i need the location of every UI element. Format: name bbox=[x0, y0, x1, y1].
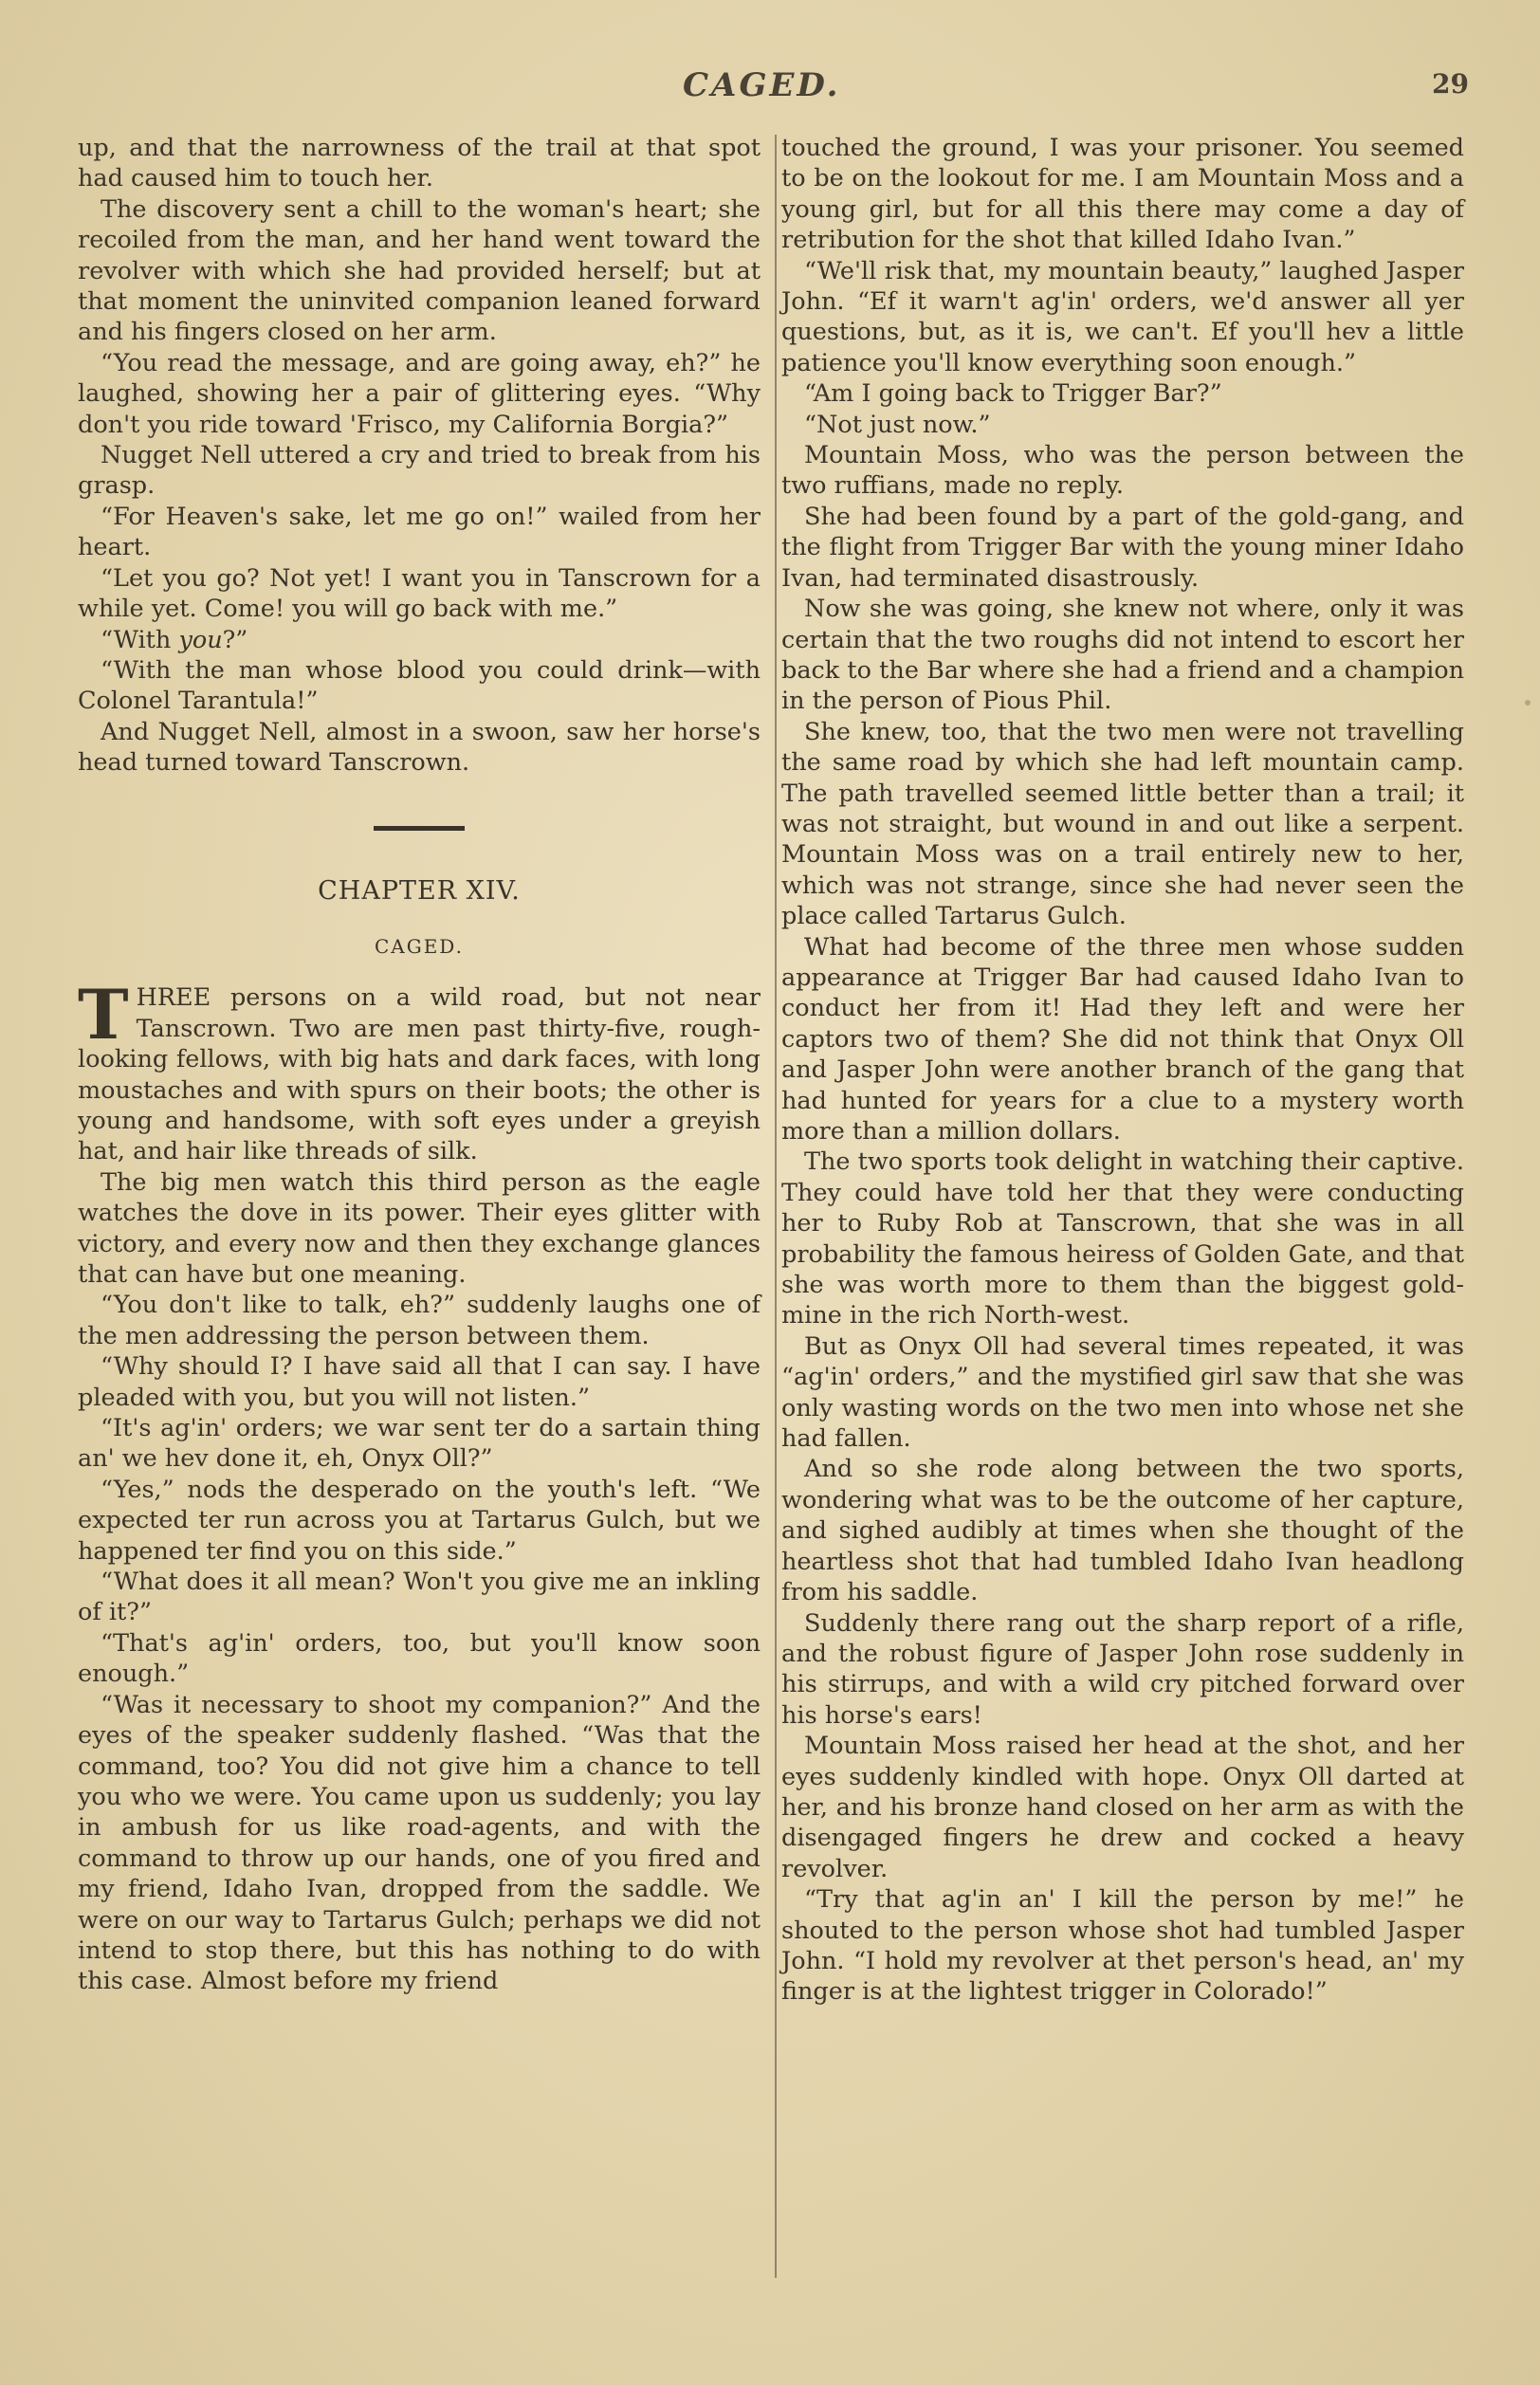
paragraph: What had become of the three men whose sudden appearance at Trigger Bar had caused Idaho Ivan to conduct her from it! Had they left and were her captors two of them? She did not think that Onyx Oll and Jasper John were another branch of the gang that had hunted for years for a clue to a mystery worth more than a million dollars. bbox=[781, 932, 1464, 1146]
paragraph: “What does it all mean? Won't you give me an inkling of it?” bbox=[78, 1568, 761, 1627]
paragraph: touched the ground, I was your prisoner. You seemed to be on the lookout for me. I am Mountain Moss and a young girl, but for all this there may come a day of retribution for the shot that killed Idaho Ivan.” bbox=[781, 134, 1464, 255]
paragraph: Nugget Nell uttered a cry and tried to break from his grasp. bbox=[78, 441, 761, 501]
paragraph: Suddenly there rang out the sharp report of a rifle, and the robust figure of Jasper John rose suddenly in his stirrups, and with a wild cry pitched forward over his horse's ears! bbox=[781, 1608, 1464, 1730]
chapter-separator bbox=[374, 826, 465, 831]
right-column bbox=[781, 133, 1464, 2008]
text-run: HREE persons on a wild road, but not near Tanscrown. Two are men past thirty-five, rough-looking fellows, with big hats and dark faces, with long moustaches and with spurs on their boots; the other is young and handsome, with soft eyes under a greyish hat, and hair like threads of silk. bbox=[78, 983, 761, 1166]
paragraph: “It's ag'in' orders; we war sent ter do a sartain thing an' we hev done it, eh, Onyx Oll?” bbox=[78, 1414, 761, 1474]
paragraph: The big men watch this third person as the eagle watches the dove in its power. Their eyes glitter with victory, and every now and then they exchange glances that can have but one meaning. bbox=[78, 1167, 761, 1289]
paragraph: “Try that ag'in an' I kill the person by me!” he shouted to the person whose shot had tumbled Jasper John. “I hold my revolver at thet person's head, an' my finger is at the lightest trigger in Colorado!” bbox=[781, 1885, 1464, 2007]
left-column bbox=[78, 133, 761, 1997]
emphasis: you bbox=[178, 625, 223, 654]
paragraph: “Am I going back to Trigger Bar?” bbox=[804, 379, 1222, 409]
paragraph: Mountain Moss raised her head at the shot, and her eyes suddenly kindled with hope. Onyx Oll darted at her, and his bronze hand closed on her arm as with the disengaged fingers he drew and cocked a heavy revolver. bbox=[781, 1732, 1464, 1883]
chapter-title: CHAPTER XIV. bbox=[318, 875, 521, 906]
paragraph: The discovery sent a chill to the woman's heart; she recoiled from the man, and her hand went toward the revolver with which she had provided herself; but at that moment the uninvited companion leaned forward and his fingers closed on her arm. bbox=[78, 194, 761, 347]
paragraph: “Was it necessary to shoot my companion?” And the eyes of the speaker suddenly flashed. “Was that the command, too? You did not give him a chance to tell you who we were. You came upon us suddenly; you lay in ambush for us like road-agents, and with the command to throw up our hands, one of you fired and my friend, Idaho Ivan, dropped from the saddle. We were on our way to Tartarus Gulch; perhaps we did not intend to stop there, but this has nothing to do with this case. Almost before my friend bbox=[78, 1690, 761, 1996]
paragraph: “That's ag'in' orders, too, but you'll know soon enough.” bbox=[78, 1628, 761, 1689]
paragraph bbox=[78, 625, 761, 655]
paragraph: “You don't like to talk, eh?” suddenly laughs one of the men addressing the person between them. bbox=[78, 1291, 761, 1350]
paragraph: And Nugget Nell, almost in a swoon, saw her horse's head turned toward Tanscrown. bbox=[78, 717, 761, 778]
paragraph: “With the man whose blood you could drink—with Colonel Tarantula!” bbox=[78, 655, 761, 716]
margin-speck bbox=[1525, 700, 1531, 706]
chapter-subtitle: CAGED. bbox=[374, 934, 464, 958]
paragraph: The two sports took delight in watching their captive. They could have told her that they were conducting her to Ruby Rob at Tanscrown, that she was in all probability the famous heiress of Golden Gate, and that she was worth more to them than the biggest gold-mine in the rich North-west. bbox=[781, 1147, 1464, 1330]
paragraph: “We'll risk that, my mountain beauty,” laughed Jasper John. “Ef it warn't ag'in' orders, we'd answer all yer questions, but, as it is, we can't. Ef you'll hev a little patience you'll know everything soon enough.” bbox=[781, 256, 1464, 377]
paragraph: “Let you go? Not yet! I want you in Tanscrown for a while yet. Come! you will go back with me.” bbox=[78, 563, 761, 624]
paragraph: Now she was going, she knew not where, only it was certain that the two roughs did not intend to escort her back to the Bar where she had a friend and a champion in the person of Pious Phil. bbox=[781, 595, 1464, 716]
page-header bbox=[0, 66, 1540, 114]
paragraph: She knew, too, that the two men were not travelling the same road by which she had left mountain camp. The path travelled seemed little better than a trail; it was not straight, but wound in and out like a serpent. Mountain Moss was on a trail entirely new to her, which was not strange, since she had never seen the place called Tartarus Gulch. bbox=[781, 717, 1464, 931]
paragraph: Mountain Moss, who was the person between the two ruffians, made no reply. bbox=[781, 441, 1464, 501]
paragraph: “Why should I? I have said all that I can say. I have pleaded with you, but you will not listen.” bbox=[78, 1352, 761, 1412]
opening-paragraph bbox=[78, 974, 761, 1166]
paragraph: She had been found by a part of the gold-gang, and the flight from Trigger Bar with the young miner Idaho Ivan, had terminated disastrously. bbox=[781, 502, 1464, 593]
paragraph: “Yes,” nods the desperado on the youth's left. “We expected ter run across you at Tartarus Gulch, but we happened ter find you on this side.” bbox=[78, 1475, 761, 1566]
paragraph: And so she rode along between the two sports, wondering what was to be the outcome of her capture, and sighed audibly at times when she thought of the heartless shot that had tumbled Idaho Ivan headlong from his saddle. bbox=[781, 1455, 1464, 1607]
paragraph: “For Heaven's sake, let me go on!” wailed from her heart. bbox=[78, 502, 761, 562]
paragraph: up, and that the narrowness of the trail at that spot had caused him to touch her. bbox=[78, 134, 761, 193]
paragraph: But as Onyx Oll had several times repeated, it was “ag'in' orders,” and the mystified girl saw that she was only wasting words on the two men into whose net she had fallen. bbox=[781, 1331, 1464, 1454]
text-run: ?” bbox=[222, 625, 248, 654]
paragraph: “Not just now.” bbox=[804, 410, 991, 439]
page-number: 29 bbox=[1432, 68, 1469, 100]
drop-cap: T bbox=[78, 974, 129, 1055]
running-title: CAGED. bbox=[683, 66, 841, 104]
column-divider bbox=[775, 135, 777, 2278]
paragraph: “You read the message, and are going away, eh?” he laughed, showing her a pair of glittering eyes. “Why don't you ride toward 'Frisco, my California Borgia?” bbox=[78, 348, 761, 439]
text-run: “With bbox=[101, 625, 179, 654]
